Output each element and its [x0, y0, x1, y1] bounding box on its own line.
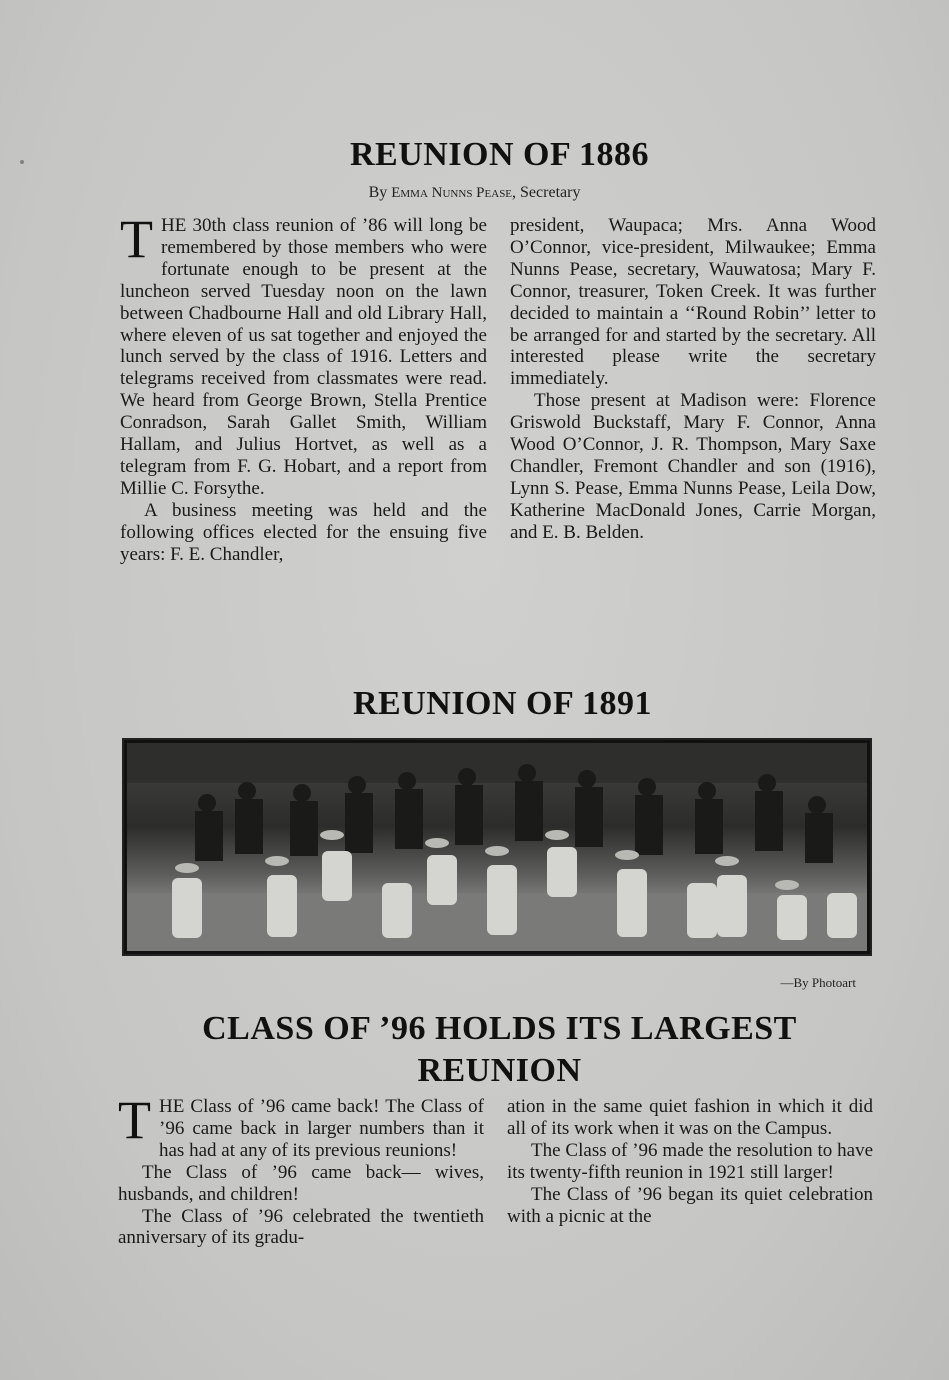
- article-1886-title: REUNION OF 1886: [349, 136, 650, 173]
- paragraph: The Class of ’96 began its quiet celebration with a picnic at the: [507, 1183, 873, 1227]
- group-photo-figures: [127, 743, 867, 951]
- group-photo-image: [127, 743, 867, 951]
- paragraph: president, Waupaca; Mrs. Anna Wood O’Connor, vice-president, Milwaukee; Emma Nunns Pease, secretary, Wauwatosa; Mary F. Connor, treasurer, Token Creek. It was further decided to maintain a ‘‘Round Robin’’ letter to be arranged for and started by the secretary. All interested please write the secretary immediately.: [510, 215, 876, 390]
- paragraph: ation in the same quiet fashion in which it did all of its work when it was on the Campus.: [507, 1096, 873, 1139]
- article-96-column-right: [507, 1096, 873, 1227]
- article-1886-column-right: [510, 215, 876, 544]
- paragraph: THE 30th class reunion of ’86 will long be remembered by those members who were fortunate enough to be present at the luncheon served Tuesday noon on the lawn between Chadbourne Hall and old Library Hall, where eleven of us sat together and enjoyed the lunch served by the class of 1916. Letters and telegrams received from classmates were read. We heard from George Brown, Stella Prentice Conradson, Sarah Gallet Smith, William Hallam, and Julius Hortvet, as well as a telegram from F. G. Hobart, and a report from Millie C. Forsythe.: [120, 209, 487, 499]
- title-line: REUNION: [417, 1052, 582, 1089]
- paragraph: The Class of ’96 celebrated the twentieth anniversary of its gradu-: [118, 1205, 484, 1249]
- photo-credit: —By Photoart: [780, 975, 856, 990]
- article-1891-title: REUNION OF 1891: [352, 685, 653, 722]
- drop-cap: T: [118, 1090, 151, 1150]
- group-photo: [122, 738, 872, 956]
- article-96-column-left: [118, 1090, 484, 1249]
- paragraph: The Class of ’96 made the resolution to have its twenty-fifth reunion in 1921 still larger!: [507, 1139, 873, 1183]
- article-1886-column-left: [120, 209, 487, 566]
- paragraph: THE Class of ’96 came back! The Class of ’96 came back in larger numbers than it has had at any of its previous reunions!: [118, 1090, 484, 1161]
- byline-prefix: By: [368, 184, 392, 201]
- article-96-title: [25, 1008, 949, 1092]
- paragraph: Those present at Madison were: Florence Griswold Buckstaff, Mary F. Connor, Anna Wood O’Connor, J. R. Thompson, Mary Saxe Chandler, Fremont Chandler and son (1916), Lynn S. Pease, Emma Nunns Pease, Leila Dow, Katherine MacDonald Jones, Carrie Morgan, and E. B. Belden.: [510, 390, 876, 543]
- paragraph: A business meeting was held and the following offices elected for the ensuing five years: F. E. Chandler,: [120, 499, 487, 565]
- article-1886-byline: [0, 184, 949, 202]
- drop-cap: T: [120, 209, 153, 269]
- paragraph: The Class of ’96 came back— wives, husbands, and children!: [118, 1161, 484, 1205]
- byline-role: , Secretary: [512, 184, 581, 201]
- byline-author: Emma Nunns Pease: [391, 185, 513, 201]
- title-line: CLASS OF ’96 HOLDS ITS LARGEST: [202, 1010, 797, 1047]
- page-speck: [20, 160, 24, 164]
